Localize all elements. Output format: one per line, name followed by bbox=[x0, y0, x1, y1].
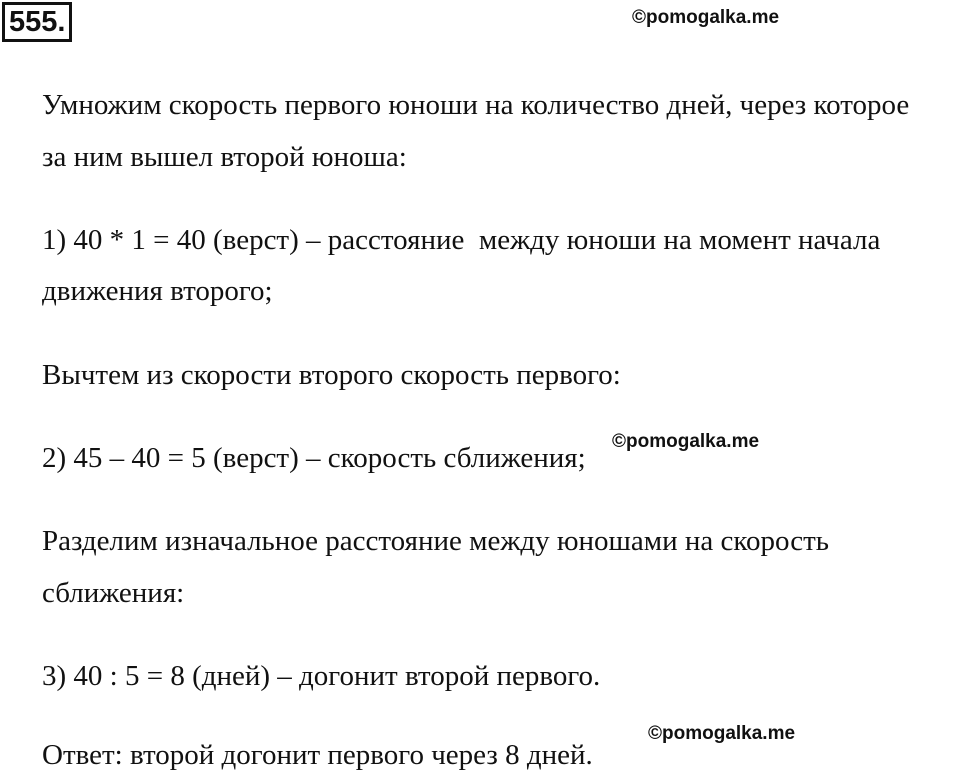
solution-line-8: сближения: bbox=[42, 577, 185, 609]
watermark-middle: ©pomogalka.me bbox=[612, 431, 760, 452]
solution-step-1: 1) 40 * 1 = 40 (верст) – расстояние между юноши на момент начала bbox=[42, 224, 881, 256]
solution-line-5: Вычтем из скорости второго скорость первого: bbox=[42, 359, 621, 391]
answer-line: Ответ: второй догонит первого через 8 дней. bbox=[42, 739, 593, 771]
solution-step-2: 2) 45 – 40 = 5 (верст) – скорость сближения; bbox=[42, 442, 586, 474]
solution-line-2: за ним вышел второй юноша: bbox=[42, 141, 407, 173]
watermark-top: ©pomogalka.me bbox=[632, 7, 780, 28]
solution-step-3: 3) 40 : 5 = 8 (дней) – догонит второй первого. bbox=[42, 660, 601, 692]
problem-number: 555. bbox=[2, 2, 72, 42]
solution-line-1: Умножим скорость первого юноши на количество дней, через которое bbox=[42, 89, 910, 121]
watermark-bottom: ©pomogalka.me bbox=[648, 723, 796, 744]
solution-step-1-continued: движения второго; bbox=[42, 275, 273, 307]
solution-line-7: Разделим изначальное расстояние между юношами на скорость bbox=[42, 525, 830, 557]
